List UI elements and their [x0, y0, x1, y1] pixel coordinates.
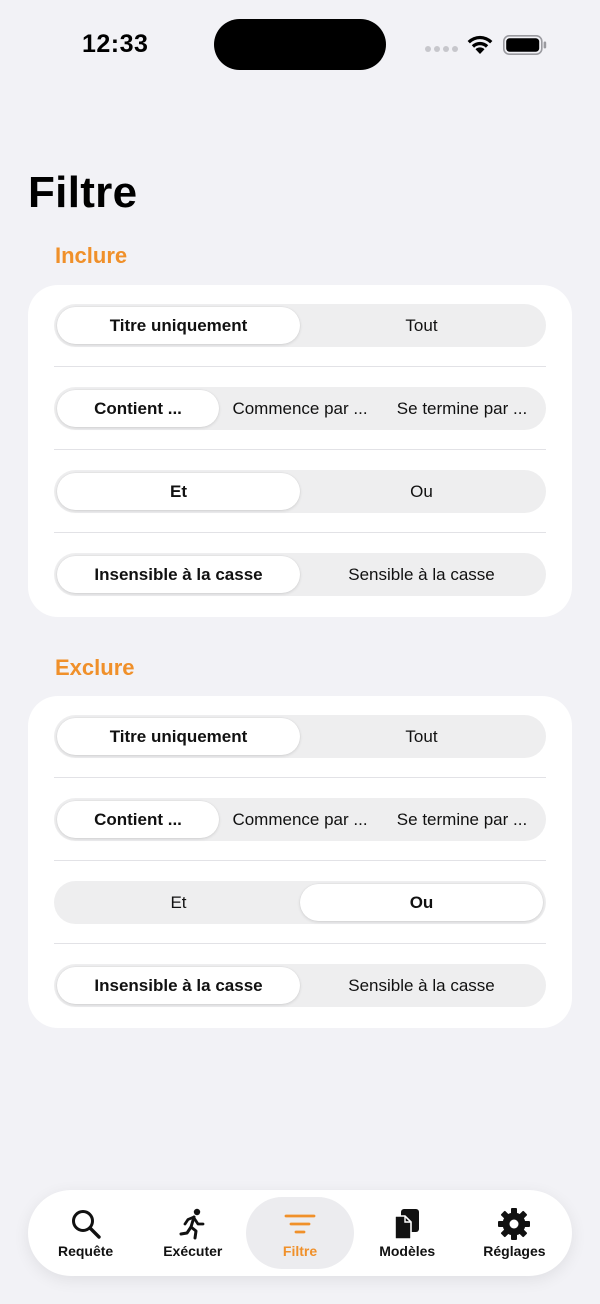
search-icon [69, 1207, 103, 1243]
segment-option[interactable]: Insensible à la casse [57, 556, 300, 593]
tab-label: Filtre [282, 1243, 318, 1259]
divider [54, 943, 546, 944]
section-label-exclude: Exclure [55, 655, 135, 680]
segment-option[interactable]: Tout [405, 315, 438, 335]
segment-option[interactable]: Et [170, 892, 187, 912]
include-logic-segmented-control [54, 470, 546, 513]
tab-label: Modèles [379, 1243, 436, 1259]
divider [54, 777, 546, 778]
segment-option[interactable]: Et [57, 473, 300, 510]
tab-filter-lines[interactable] [246, 1197, 353, 1269]
segment-option[interactable]: Commence par ... [232, 809, 368, 829]
battery-icon [503, 35, 547, 55]
segment-option[interactable]: Se termine par ... [396, 809, 528, 829]
tab-search[interactable] [32, 1197, 139, 1269]
divider [54, 366, 546, 367]
segment-option[interactable]: Ou [300, 884, 543, 921]
segment-option[interactable]: Titre uniquement [57, 307, 300, 344]
status-bar [0, 0, 600, 90]
segment-option[interactable]: Insensible à la casse [57, 967, 300, 1004]
tab-label: Requête [57, 1243, 114, 1259]
include-card [28, 285, 572, 617]
include-match-segmented-control [54, 387, 546, 430]
cellular-signal-icon [425, 46, 458, 52]
tab-bar [28, 1190, 572, 1276]
exclude-card [28, 696, 572, 1028]
segment-option[interactable]: Se termine par ... [396, 398, 528, 418]
tab-running-figure[interactable] [139, 1197, 246, 1269]
segment-option[interactable]: Sensible à la casse [348, 564, 495, 584]
divider [54, 532, 546, 533]
tab-gear[interactable] [461, 1197, 568, 1269]
segment-option[interactable]: Contient ... [57, 390, 219, 427]
tab-documents[interactable] [354, 1197, 461, 1269]
exclude-case-segmented-control [54, 964, 546, 1007]
running-figure-icon [176, 1207, 210, 1243]
segment-option[interactable]: Commence par ... [232, 398, 368, 418]
tab-label: Réglages [483, 1243, 546, 1259]
segment-option[interactable]: Ou [410, 481, 433, 501]
segment-option[interactable]: Sensible à la casse [348, 975, 495, 995]
segment-option[interactable]: Tout [405, 726, 438, 746]
divider [54, 860, 546, 861]
documents-icon [390, 1207, 424, 1243]
exclude-scope-segmented-control [54, 715, 546, 758]
exclude-match-segmented-control [54, 798, 546, 841]
status-time: 12:33 [82, 30, 149, 58]
wifi-icon [465, 33, 495, 55]
dynamic-island [214, 19, 386, 70]
page-title: Filtre [28, 168, 138, 217]
tab-label: Exécuter [163, 1243, 223, 1259]
segment-option[interactable]: Contient ... [57, 801, 219, 838]
segment-option[interactable]: Titre uniquement [57, 718, 300, 755]
divider [54, 449, 546, 450]
include-case-segmented-control [54, 553, 546, 596]
section-label-include: Inclure [55, 243, 128, 268]
exclude-logic-segmented-control [54, 881, 546, 924]
gear-icon [497, 1207, 531, 1243]
include-scope-segmented-control [54, 304, 546, 347]
filter-lines-icon [283, 1207, 317, 1243]
